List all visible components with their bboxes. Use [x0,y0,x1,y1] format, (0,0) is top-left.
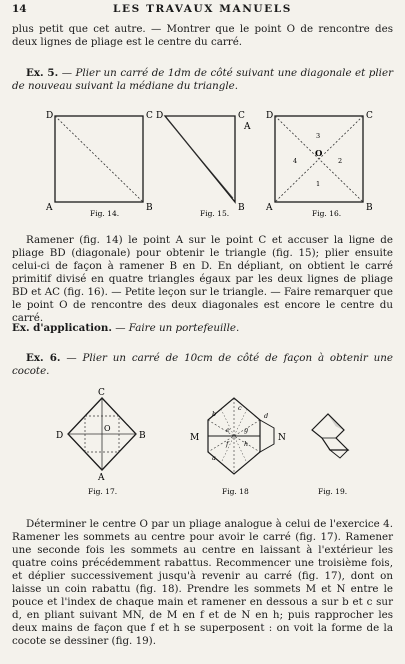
fig15-letter-b: B [238,203,245,213]
exercise-5-text: — Plier un carré de 1dm de côté suivant une diagonale et plier de nouveau suivant la médiane du triangle. [12,67,393,92]
fig16-letter-d: D [266,111,274,121]
application-label: Ex. d'application. [12,322,112,334]
application-text: — Faire un portefeuille. [115,322,240,334]
fig18-letter-e: e [226,426,230,434]
paragraph-2: Déterminer le centre O par un pliage analogue à celui de l'exercice 4. Ramener les sommets au centre pour avoir le carré (fig. 17). Ramener une seconde fois les sommets au centre en laissant à l'extérieur les quatre coins précédemment rabattus. Recommencer une troisième fois, et déplier successivement jusqu'à revenir au carré (fig. 17), dont on laisse un coin rabattu (fig. 18). Prendre les sommets M et N entre le pouce et l'index de chaque main et ramener en dessous a sur b et c sur d, en pliant suivant MN, de M en f et de N en h; puis rapprocher les deux mains de façon que f et h se superposent : on voit la forme de la cocote se dessiner (fig. 19). [12,518,393,647]
figures-14-16 [0,104,405,230]
figure-16 [265,111,373,218]
fig16-caption: Fig. 16. [312,209,342,218]
paragraph-1: Ramener (fig. 14) le point A sur le point C et accuser la ligne de pliage BD (diagonale) pour obtenir le triangle (fig. 15); plier ensuite celui-ci de façon à ramener B en D. En dépliant, on obtient le carré primitif divisé en quatre triangles égaux par les deux lignes de pliage BD et AC (fig. 16). — Petite leçon sur le triangle. — Faire remarquer que le point O de rencontre des deux diagonales est encore le centre du carré. [12,234,393,324]
fig18-letter-g: g [244,426,249,434]
running-title: LES TRAVAUX MANUELS [113,3,292,15]
fig16-letter-o: O [315,149,323,159]
fig16-letter-b: B [366,203,373,213]
figure-14 [45,111,153,218]
fig15-letter-d: D [156,111,164,121]
application-exercise [12,322,393,335]
fig17-letter-o: O [104,424,111,433]
page-number: 14 [12,3,27,15]
fig17-caption: Fig. 17. [88,487,118,496]
fig16-letter-a: A [266,203,273,213]
fig18-letter-d: d [264,412,269,420]
fig17-letter-b: B [139,431,146,441]
fig16-letter-c: C [366,111,373,121]
fig14-letter-a: A [46,203,53,213]
fig16-tri-right: 2 [338,157,343,165]
exercise-6 [12,352,393,378]
fig18-letter-b: b [212,410,217,418]
figure-15 [156,111,251,218]
exercise-6-text: — Plier un carré de 10cm de côté de façon à obtenir une cocote. [12,352,393,377]
fig18-letter-m: M [190,433,200,443]
fig15-letter-c: C [238,111,245,121]
figure-18 [190,398,286,496]
fig16-tri-bottom: 1 [316,180,321,188]
fig17-letter-d: D [56,431,64,441]
intro-paragraph: plus petit que cet autre. — Montrer que le point O de rencontre des deux lignes de pliage est le centre du carré. [12,23,393,48]
figures-17-19 [0,386,405,508]
exercise-6-label: Ex. 6. [26,352,61,364]
exercise-5-label: Ex. 5. [26,67,59,79]
figure-17 [56,388,146,496]
fig14-letter-c: C [146,111,153,121]
fig15-caption: Fig. 15. [200,209,230,218]
fig18-letter-a: a [212,454,216,462]
fig14-caption: Fig. 14. [90,209,120,218]
fig19-caption: Fig. 19. [318,487,348,496]
fig18-caption: Fig. 18 [222,487,249,496]
fig18-letter-h: h [244,440,249,448]
fig14-letter-b: B [146,203,153,213]
fig18-letter-f: f [226,440,229,448]
fig16-tri-top: 3 [316,132,321,140]
fig16-tri-left: 4 [293,157,298,165]
fig18-letter-n: N [278,433,286,443]
fig18-letter-c: c [238,404,242,412]
fig17-letter-c: C [98,388,105,398]
fig17-letter-a: A [98,473,105,483]
exercise-5 [12,67,393,93]
fig15-letter-a: A [244,122,251,132]
fig14-letter-d: D [46,111,54,121]
page-header [12,3,393,17]
figure-19 [312,414,348,496]
